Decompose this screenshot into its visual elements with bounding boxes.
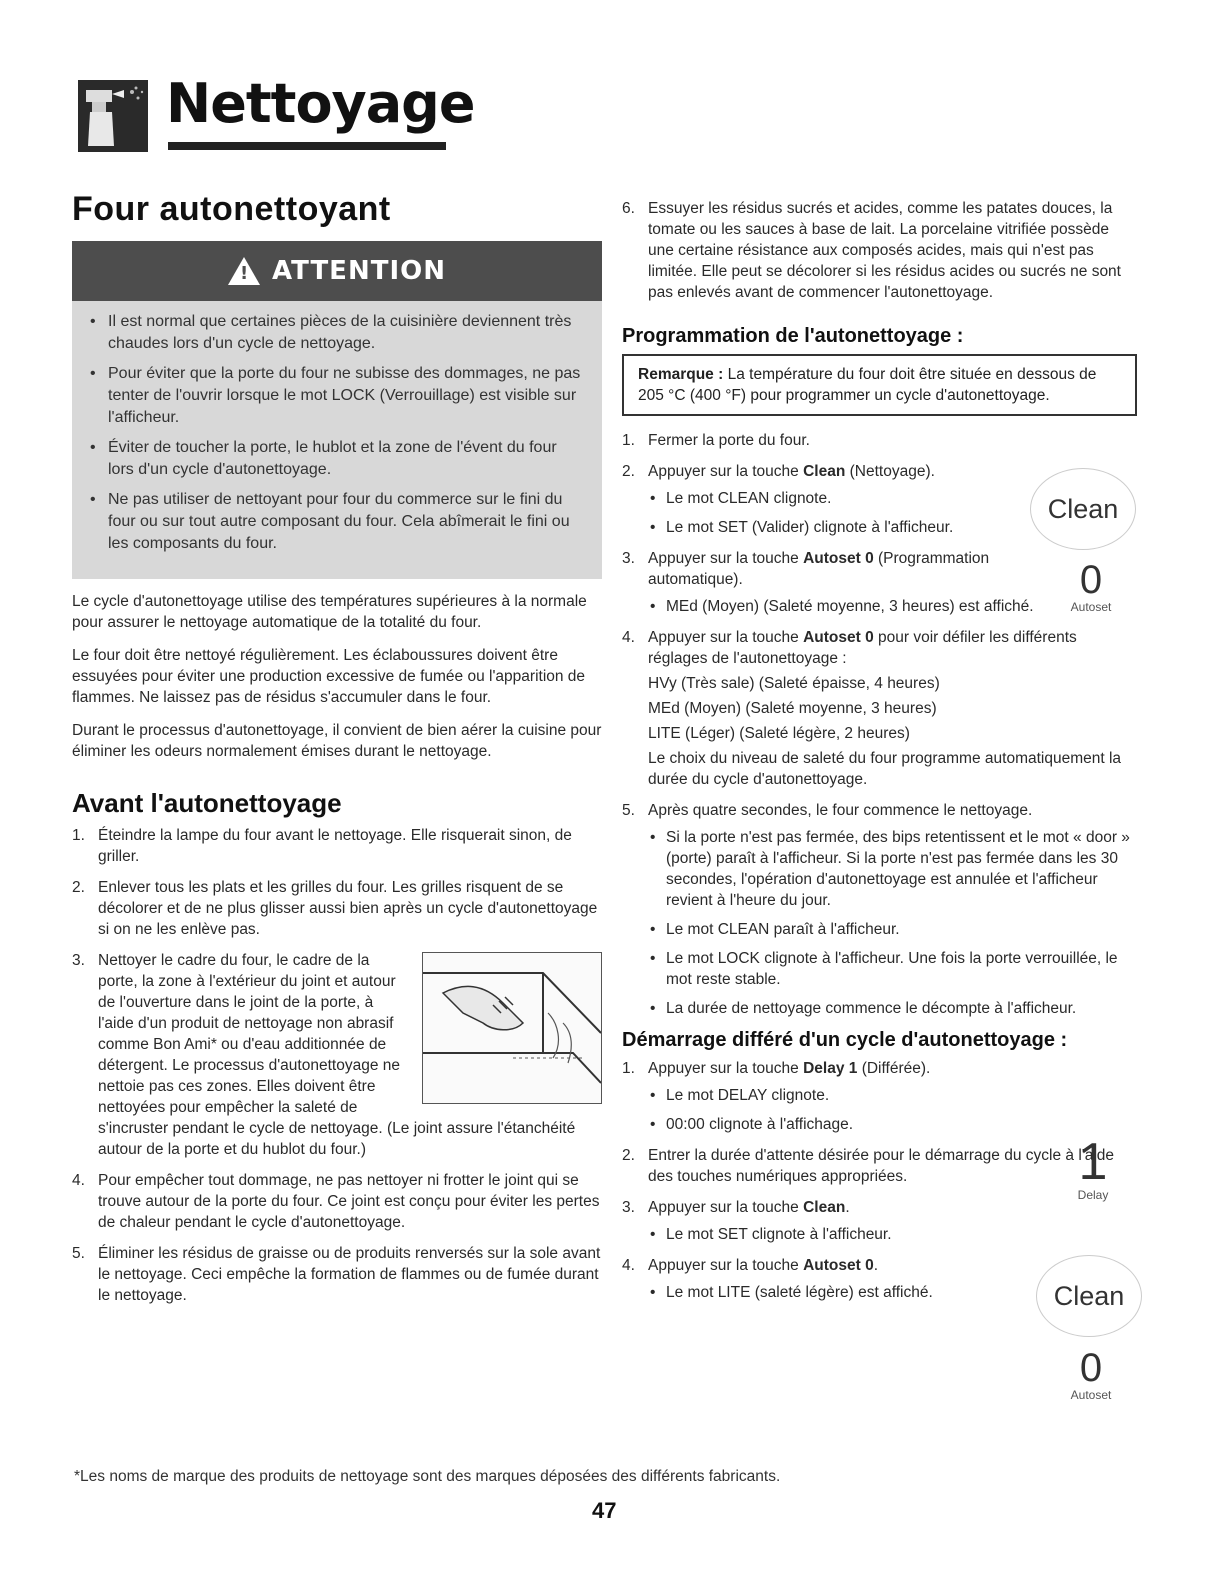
step-text: Appuyer sur la touche <box>648 629 804 646</box>
paragraph: Le cycle d'autonettoyage utilise des températures supérieures à la normale pour assurer le nettoyage automatique de la totalité du four. <box>72 593 587 631</box>
list-item <box>622 627 1128 790</box>
step-number: 2. <box>72 879 85 896</box>
left-column <box>72 190 602 1316</box>
list-item <box>72 1243 602 1306</box>
bullet-item: • Le mot CLEAN paraît à l'afficheur. <box>648 919 1138 940</box>
list-item <box>622 1058 1042 1135</box>
bullet-item: • Le mot DELAY clignote. <box>648 1085 1042 1106</box>
step-number: 1. <box>72 827 85 844</box>
setting-line: LITE (Léger) (Saleté légère, 2 heures) <box>648 725 910 742</box>
before-steps-list <box>72 825 602 1306</box>
header-underline <box>168 142 446 150</box>
key-name: Autoset 0 <box>803 550 874 567</box>
programming-title: Programmation de l'autonettoyage : <box>622 325 964 347</box>
attention-item: • Pour éviter que la porte du four ne subisse des dommages, ne pas tenter de l'ouvrir lorsque le mot LOCK (Verrouillage) est visible sur l'afficheur. <box>90 363 584 429</box>
spray-bottle-icon <box>78 80 148 152</box>
clean-key-graphic <box>1030 468 1136 550</box>
step-text: Nettoyer le cadre du four, le cadre de la porte, la zone à l'extérieur du joint et autour de l'ouverture dans le joint de la porte, à l'aide d'un produit de nettoyage non abrasif comme Bon Ami* ou d'eau additionnée de détergent. Le processus d'autonettoyage ne nettoie pas ces zones. Elles doivent être nettoyées pour empêcher la saleté de s'incruster pendant le cycle de nettoyage. (Le joint assure l'étanchéité autour de la porte et du hublot du four.) <box>98 952 576 1158</box>
remark-text: La température du four doit être située en dessous de 205 °C (400 °F) pour programmer un cycle d'autonettoyage. <box>638 366 1097 404</box>
attention-title: ATTENTION <box>272 256 446 286</box>
bullet-list <box>648 1085 1042 1135</box>
attention-item: • Il est normal que certaines pièces de la cuisinière deviennent très chaudes lors d'un cycle de nettoyage. <box>90 311 584 355</box>
step-text: Fermer la porte du four. <box>648 432 810 449</box>
programming-steps <box>622 430 1130 1019</box>
paragraph: Le four doit être nettoyé régulièrement. Les éclaboussures doivent être essuyées pour éviter une production excessive de fumée ou l'apparition de flammes. Ne laissez pas de résidus s'accumuler dans le four. <box>72 647 586 706</box>
bullet-item: • MEd (Moyen) (Saleté moyenne, 3 heures) est affiché. <box>648 596 1146 617</box>
list-item <box>622 800 1138 1019</box>
step-text: Appuyer sur la touche <box>648 1257 804 1274</box>
key-name: Clean <box>803 463 846 480</box>
list-item <box>622 198 1137 303</box>
attention-box <box>72 241 602 579</box>
step-text: (Nettoyage). <box>845 463 935 480</box>
delayed-steps <box>622 1058 1115 1303</box>
list-item <box>622 1255 1042 1303</box>
step-number: 4. <box>622 1257 635 1274</box>
step-text: Enlever tous les plats et les grilles du four. Les grilles risquent de se décolorer et de ne plus glisser aussi bien après un cycle d'autonettoyage si on ne les enlève pas. <box>98 879 598 938</box>
step-text: Appuyer sur la touche <box>648 1060 804 1077</box>
bullet-item: • Le mot LOCK clignote à l'afficheur. Une fois la porte verrouillée, le mot reste stable. <box>648 948 1138 990</box>
paragraph: Durant le processus d'autonettoyage, il convient de bien aérer la cuisine pour éliminer les odeurs normalement émises durant le nettoyage. <box>72 722 602 760</box>
step-text: Après quatre secondes, le four commence le nettoyage. <box>648 802 1033 819</box>
step-text: . <box>873 1257 879 1274</box>
step-text: Éliminer les résidus de graisse ou de produits renversés sur la sole avant le nettoyage. Ceci empêche la formation de flammes ou de fumée durant le nettoyage. <box>98 1245 601 1304</box>
bullet-list <box>648 1282 1042 1303</box>
clean-key: Clean <box>1036 1255 1142 1337</box>
delayed-clean-key <box>1036 1255 1142 1337</box>
bullet-item: • Le mot SET (Valider) clignote à l'afficheur. <box>648 517 1032 538</box>
bullet-list <box>648 1224 1042 1245</box>
step-number: 1. <box>622 432 635 449</box>
autoset-label: Autoset <box>1070 1388 1112 1402</box>
delay-digit: 1 <box>1078 1133 1108 1191</box>
list-item <box>72 825 602 867</box>
remark-label: Remarque : <box>638 366 724 383</box>
list-item <box>72 877 602 940</box>
remark-box <box>622 354 1137 416</box>
page-header <box>78 70 475 160</box>
autoset-digit: 0 <box>1079 1346 1103 1390</box>
delay-label: Delay <box>1077 1188 1109 1202</box>
step-text: Pour empêcher tout dommage, ne pas nettoyer ni frotter le joint qui se trouve autour de la porte du four. Ce joint est conçu pour éviter les pertes de chaleur pendant le cycle d'autonettoyage. <box>98 1172 600 1231</box>
bullet-item: • La durée de nettoyage commence le décompte à l'afficheur. <box>648 998 1138 1019</box>
key-name: Autoset 0 <box>803 629 874 646</box>
step-number: 6. <box>622 200 635 217</box>
page-number: 47 <box>592 1498 617 1523</box>
key-name: Autoset 0 <box>803 1257 874 1274</box>
setting-line: MEd (Moyen) (Saleté moyenne, 3 heures) <box>648 700 937 717</box>
list-item <box>622 1197 1042 1245</box>
list-item <box>622 430 1032 451</box>
step-text: pour voir défiler les différents réglages de l'autonettoyage : <box>648 629 1077 667</box>
clean-key: Clean <box>1030 468 1136 550</box>
delayed-start-title: Démarrage différé d'un cycle d'autonettoyage : <box>622 1029 1068 1051</box>
before-cleaning-title: Avant l'autonettoyage <box>72 788 342 818</box>
warning-icon: ! <box>228 257 260 285</box>
setting-line: HVy (Très sale) (Saleté épaisse, 4 heures) <box>648 675 940 692</box>
bullet-list <box>648 488 1032 538</box>
key-name: Clean <box>803 1199 846 1216</box>
step-text: Appuyer sur la touche <box>648 1199 804 1216</box>
step-text: Entrer la durée d'attente désirée pour le démarrage du cycle à l'aide des touches numériques appropriées. <box>648 1147 1115 1185</box>
list-item <box>72 1170 602 1233</box>
step-number: 1. <box>622 1060 635 1077</box>
autoset-digit: 0 <box>1079 558 1103 602</box>
autoset-label: Autoset <box>1070 600 1112 614</box>
bullet-list <box>648 827 1138 1019</box>
attention-item: • Éviter de toucher la porte, le hublot et la zone de l'évent du four lors d'un cycle d'autonettoyage. <box>90 437 584 481</box>
bullet-item: • Le mot LITE (saleté légère) est affiché. <box>648 1282 1042 1303</box>
step-text: (Différée). <box>857 1060 931 1077</box>
step-number: 4. <box>72 1172 85 1189</box>
bullet-list <box>648 596 1032 617</box>
attention-list <box>72 301 602 579</box>
bullet-item: • Si la porte n'est pas fermée, des bips retentissent et le mot « door » (porte) paraît à l'afficheur. Si la porte n'est pas fermée dans les 30 secondes, l'opération d'autonettoyage est annulée et l'afficheur revient à l'heure du jour. <box>648 827 1138 911</box>
list-item <box>72 950 602 1160</box>
footnote: *Les noms de marque des produits de nettoyage sont des marques déposées des différents fabricants. <box>74 1468 781 1485</box>
step-text: Appuyer sur la touche <box>648 550 804 567</box>
step-number: 2. <box>622 1147 635 1164</box>
setting-note: Le choix du niveau de saleté du four programme automatiquement la durée du cycle d'autonettoyage. <box>648 750 1122 788</box>
step-text: Appuyer sur la touche <box>648 463 804 480</box>
step-number: 3. <box>622 1199 635 1216</box>
step-text: Essuyer les résidus sucrés et acides, comme les patates douces, la tomate ou les sauces à base de lait. La porcelaine vitrifiée possède une certaine résistance aux composés acides, mais qui n'est pas limitée. Elle peut se décolorer si les résidus acides ou sucrés ne sont pas enlevés avant de commencer l'autonettoyage. <box>648 200 1121 301</box>
bullet-item: • Le mot CLEAN clignote. <box>648 488 1032 509</box>
step-text: . <box>845 1199 850 1216</box>
step-number: 4. <box>622 629 635 646</box>
step-number: 3. <box>72 952 85 969</box>
bullet-item: • 00:00 clignote à l'affichage. <box>648 1114 1042 1135</box>
step-text: (Programmation automatique). <box>648 550 990 588</box>
step-text: Éteindre la lampe du four avant le nettoyage. Elle risquerait sinon, de griller. <box>98 827 572 865</box>
list-item <box>622 548 1032 617</box>
bullet-item: • Le mot SET clignote à l'afficheur. <box>648 1224 1042 1245</box>
delay-key-graphic <box>1058 1133 1128 1202</box>
list-item <box>622 461 1032 538</box>
section-title: Four autonettoyant <box>72 190 391 228</box>
key-name: Delay 1 <box>803 1060 858 1077</box>
step-number: 5. <box>72 1245 85 1262</box>
delayed-autoset-key-graphic <box>1056 1348 1126 1402</box>
step-number: 2. <box>622 463 635 480</box>
attention-item: • Ne pas utiliser de nettoyant pour four du commerce sur le fini du four ou sur tout autre composant du four. Cela abîmerait le fini ou les composants du four. <box>90 489 584 555</box>
step-number: 3. <box>622 550 635 567</box>
step-number: 5. <box>622 802 635 819</box>
autoset-key-graphic <box>1056 560 1126 614</box>
oven-door-cleaning-illustration <box>422 952 602 1104</box>
header-title: Nettoyage <box>166 72 475 135</box>
attention-header <box>72 241 602 301</box>
